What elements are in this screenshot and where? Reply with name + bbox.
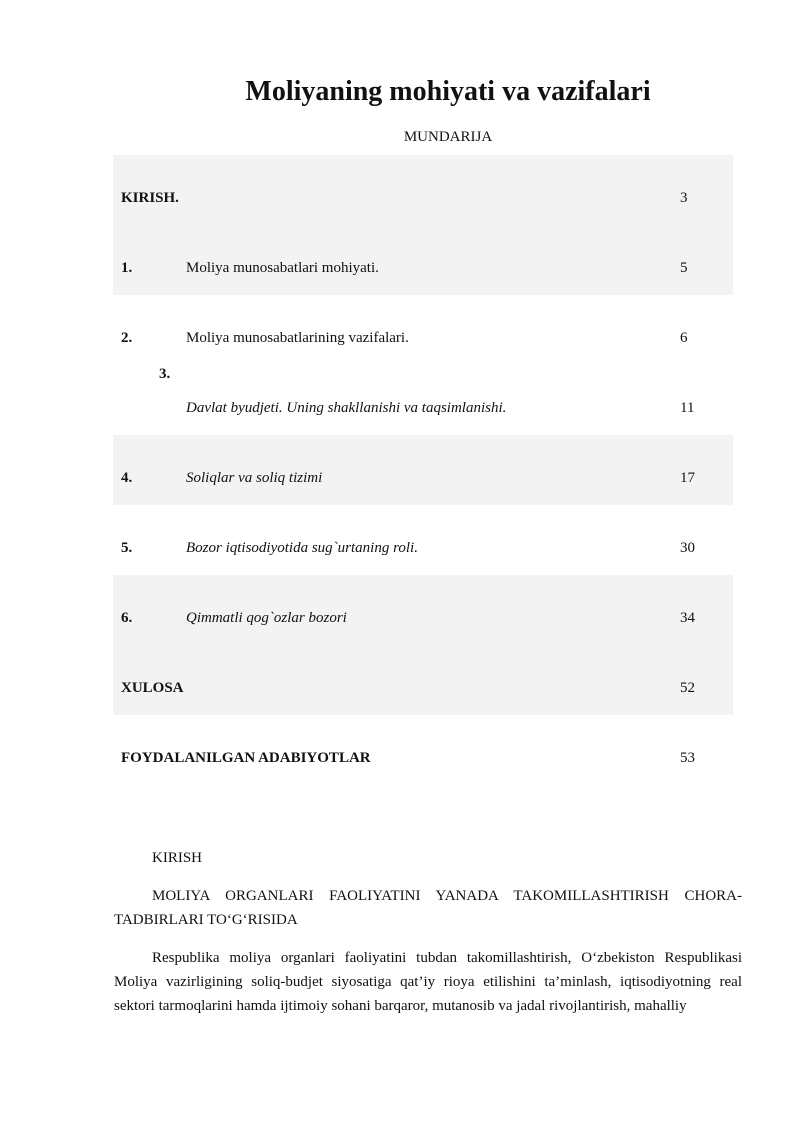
document-title: Moliyaning mohiyati va vazifalari [245, 76, 651, 107]
toc-label: FOYDALANILGAN ADABIYOTLAR [121, 750, 371, 766]
toc-number: 2. [121, 330, 133, 346]
toc-page: 3 [680, 190, 688, 206]
toc-row-conclusion [113, 645, 733, 715]
section-subheading: MOLIYA ORGANLARI FAOLIYATINI YANADA TAKOMILLASHTIRISH CHORA-TADBIRLARI TO‘G‘RISIDA [114, 888, 742, 928]
toc-label: Soliqlar va soliq tizimi [186, 470, 323, 486]
toc-label: XULOSA [121, 680, 184, 696]
toc-heading: MUNDARIJA [403, 129, 493, 145]
toc-number: 3. [159, 366, 171, 382]
toc-row-2 [113, 295, 733, 365]
toc-row-4 [113, 435, 733, 505]
toc-row-3 [113, 365, 733, 435]
toc-number: 1. [121, 260, 133, 276]
body-paragraph: Respublika moliya organlari faoliyatini tubdan takomillashtirish, O‘zbekiston Respublikasi Moliya vazirligining soliq-budjet siyosatiga qat’iy rioya etilishini ta’minlash, iqtisodiyotning real sektori tarmoqlarini hamda ijtimoiy sohani barqaror, mutanosib va jadal rivojlantirish, mahalliy [114, 950, 742, 1014]
toc-number: 5. [121, 540, 133, 556]
toc-label: Davlat byudjeti. Uning shakllanishi va taqsimlanishi. [186, 400, 507, 416]
section-heading: KIRISH [152, 850, 203, 866]
toc-page: 6 [680, 330, 688, 346]
toc-page: 53 [680, 750, 695, 766]
toc-page: 5 [680, 260, 688, 276]
toc-row-5 [113, 505, 733, 575]
toc-page: 52 [680, 680, 695, 696]
toc-row-1 [113, 225, 733, 295]
body-text [114, 846, 742, 1032]
toc-number: 4. [121, 470, 133, 486]
toc-label: KIRISH. [121, 190, 179, 206]
table-of-contents [113, 155, 733, 785]
toc-page: 17 [680, 470, 695, 486]
toc-row-6 [113, 575, 733, 645]
toc-label: Qimmatli qog`ozlar bozori [186, 610, 347, 626]
toc-label: Bozor iqtisodiyotida sug`urtaning roli. [186, 540, 418, 556]
toc-page: 34 [680, 610, 695, 626]
toc-label: Moliya munosabatlarining vazifalari. [186, 330, 409, 346]
toc-row-intro [113, 155, 733, 225]
toc-number: 6. [121, 610, 133, 626]
toc-page: 30 [680, 540, 695, 556]
toc-page: 11 [680, 400, 695, 416]
toc-row-references [113, 715, 733, 785]
toc-label: Moliya munosabatlari mohiyati. [186, 260, 379, 276]
